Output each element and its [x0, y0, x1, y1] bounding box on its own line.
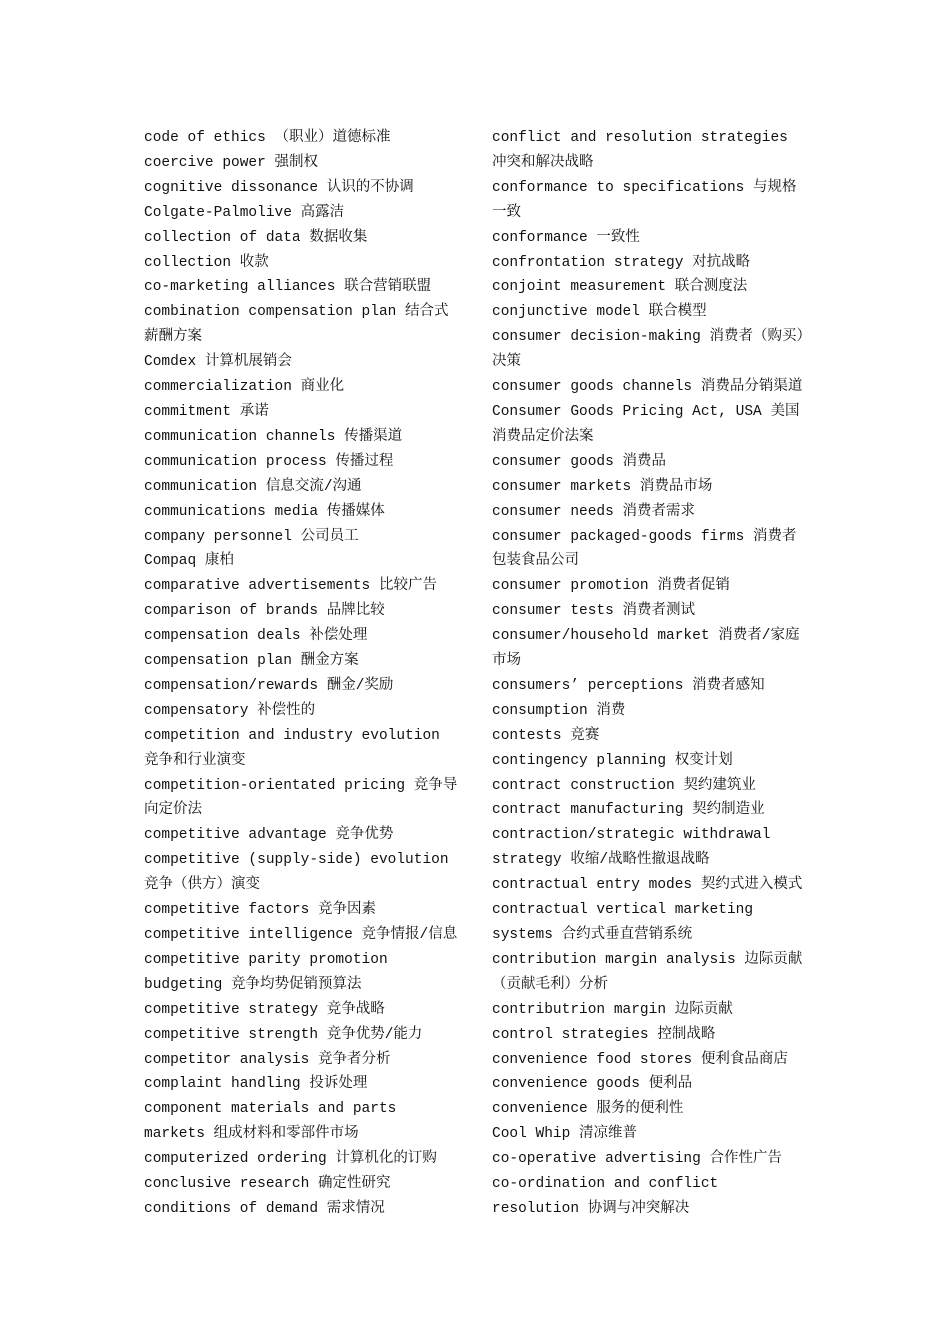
glossary-entry: consumer goods channels 消费品分销渠道 [492, 379, 803, 396]
glossary-entry: contests 竞赛 [492, 727, 600, 744]
glossary-entry: code of ethics （职业）道德标准 [144, 130, 391, 146]
glossary-entry: Cool Whip 清凉维普 [492, 1126, 638, 1143]
glossary-entry: commercialization 商业化 [144, 379, 345, 396]
glossary-entry: consumer promotion 消费者促销 [492, 578, 730, 595]
glossary-entry: consumer/household market 消费者/家庭市场 [492, 628, 800, 670]
glossary-entry: conjoint measurement 联合测度法 [492, 279, 748, 296]
glossary-column-left [144, 126, 462, 1222]
glossary-entry: contraction/strategic withdrawal strategy 收缩/战略性撤退战略 [492, 827, 771, 869]
glossary-entry: comparison of brands 品牌比较 [144, 603, 385, 620]
glossary-entry: convenience 服务的便利性 [492, 1101, 684, 1118]
glossary-entry: confrontation strategy 对抗战略 [492, 254, 751, 271]
glossary-entry: competition-orientated pricing 竞争导向定价法 [144, 777, 458, 819]
glossary-entry: company personnel 公司员工 [144, 528, 359, 545]
glossary-entry: Comdex 计算机展销会 [144, 354, 292, 371]
glossary-entry: contract construction 契约建筑业 [492, 777, 756, 794]
glossary-entry: contract manufacturing 契约制造业 [492, 802, 765, 819]
glossary-entry: contribution margin analysis 边际贡献（贡献毛利）分析 [492, 951, 803, 993]
glossary-entry: contractual entry modes 契约式进入模式 [492, 877, 803, 894]
glossary-entry: consumer markets 消费品市场 [492, 478, 713, 495]
glossary-entry: communication 信息交流/沟通 [144, 478, 362, 495]
glossary-entry: convenience goods 便利品 [492, 1076, 693, 1093]
glossary-entry: control strategies 控制战略 [492, 1026, 716, 1043]
glossary-entry: convenience food stores 便利食品商店 [492, 1051, 788, 1068]
glossary-entry: consumer tests 消费者测试 [492, 603, 696, 620]
glossary-entry: compensation plan 酬金方案 [144, 653, 359, 670]
glossary-entry: compensation deals 补偿处理 [144, 628, 368, 645]
glossary-entry: consumer goods 消费品 [492, 453, 667, 470]
glossary-entry: consumer packaged-goods firms 消费者包装食品公司 [492, 528, 797, 570]
glossary-entry: competitive intelligence 竞争情报/信息 [144, 927, 458, 943]
glossary-entry: collection of data 数据收集 [144, 229, 368, 246]
glossary-entry: consumers’ perceptions 消费者感知 [492, 677, 765, 694]
glossary-entry: conjunctive model 联合模型 [492, 304, 707, 321]
glossary-entry: coercive power 强制权 [144, 154, 319, 171]
glossary-entry: component materials and parts markets 组成材料和零部件市场 [144, 1101, 397, 1143]
glossary-entry: competitive strategy 竞争战略 [144, 1001, 385, 1018]
glossary-entry: communications media 传播媒体 [144, 503, 385, 520]
glossary-column-right [492, 126, 810, 1222]
glossary-entry: contingency planning 权变计划 [492, 752, 733, 769]
glossary-entry: combination compensation plan 结合式薪酬方案 [144, 304, 449, 346]
glossary-entry: communication process 传播过程 [144, 453, 394, 470]
glossary-entry: co-marketing alliances 联合营销联盟 [144, 279, 432, 296]
glossary-entry: complaint handling 投诉处理 [144, 1076, 368, 1093]
glossary-entry: conclusive research 确定性研究 [144, 1176, 391, 1193]
glossary-entry: collection 收款 [144, 254, 269, 271]
glossary-entry: contributrion margin 边际贡献 [492, 1001, 733, 1018]
glossary-entry: co-operative advertising 合作性广告 [492, 1151, 783, 1168]
glossary-entry: conformance to specifications 与规格一致 [492, 179, 797, 221]
glossary-entry: consumer decision-making 消费者（购买）决策 [492, 329, 804, 371]
glossary-entry: communication channels 传播渠道 [144, 428, 403, 445]
glossary-entry: consumer needs 消费者需求 [492, 503, 696, 520]
glossary-entry: comparative advertisements 比较广告 [144, 578, 437, 595]
glossary-entry: competition and industry evolution 竞争和行业演变 [144, 727, 440, 769]
glossary-entry: compensation/rewards 酬金/奖励 [144, 677, 394, 694]
glossary-entry: co-ordination and conflict resolution 协调与冲突解决 [492, 1176, 719, 1217]
glossary-entry: competitive parity promotion budgeting 竞争均势促销预算法 [144, 951, 388, 993]
glossary-entry: competitive (supply-side) evolution 竞争（供方）演变 [144, 852, 449, 894]
glossary-entry: Compaq 康柏 [144, 553, 234, 570]
glossary-entry: competitor analysis 竞争者分析 [144, 1051, 391, 1068]
glossary-entry: competitive factors 竞争因素 [144, 902, 377, 919]
glossary-entry: cognitive dissonance 认识的不协调 [144, 179, 414, 196]
glossary-entry: competitive advantage 竞争优势 [144, 827, 394, 844]
glossary-entry: conformance 一致性 [492, 229, 640, 246]
glossary-entry: Consumer Goods Pricing Act, USA 美国消费品定价法案 [492, 403, 800, 445]
glossary-entry: competitive strength 竞争优势/能力 [144, 1026, 423, 1043]
glossary-entry: compensatory 补偿性的 [144, 702, 316, 719]
glossary-entry: Colgate-Palmolive 高露洁 [144, 204, 345, 221]
glossary-entry: commitment 承诺 [144, 403, 269, 420]
glossary-entry: conflict and resolution strategies 冲突和解决战略 [492, 130, 788, 171]
glossary-entry: conditions of demand 需求情况 [144, 1200, 385, 1217]
glossary-entry: consumption 消费 [492, 702, 626, 719]
glossary-entry: contractual vertical marketing systems 合约式垂直营销系统 [492, 902, 754, 943]
glossary-entry: computerized ordering 计算机化的订购 [144, 1151, 437, 1168]
